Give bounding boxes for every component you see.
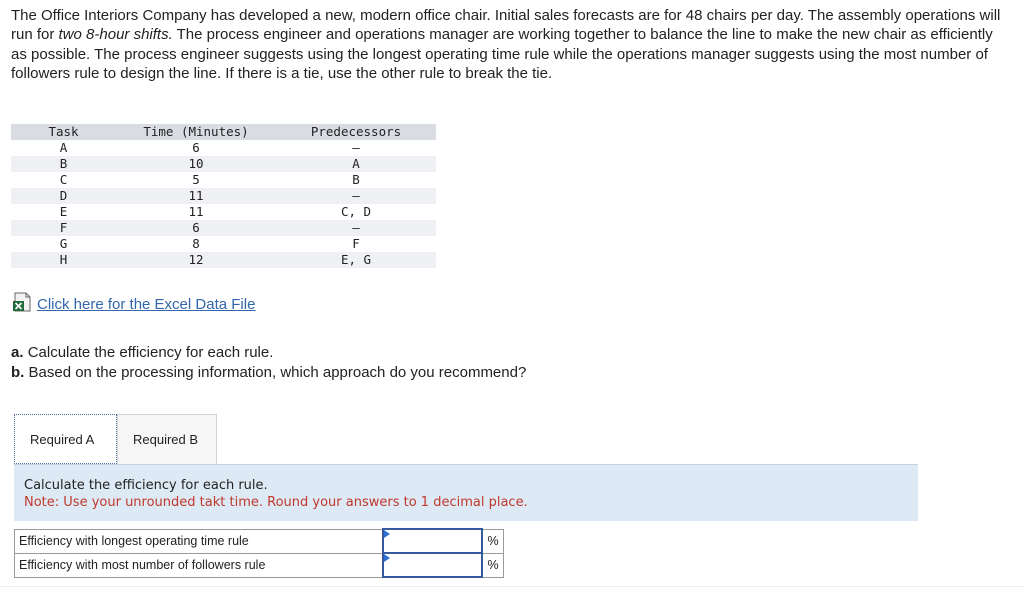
problem-statement xyxy=(11,6,1011,84)
question-b-text: Based on the processing information, which approach do you recommend? xyxy=(28,363,527,381)
input-flag-icon xyxy=(384,554,390,562)
instruction-panel xyxy=(14,464,918,521)
questions xyxy=(11,343,526,382)
answer-input-cell[interactable] xyxy=(383,553,482,577)
answer-table xyxy=(14,528,504,578)
task-cell: C xyxy=(59,172,68,187)
table-row xyxy=(11,220,436,236)
time-cell: 8 xyxy=(192,236,200,251)
predecessor-cell: — xyxy=(352,188,360,203)
intro-text-1: The Office Interiors Company has developed a new, modern office chair. Initial sales forecasts are for 48 chairs per day. The assembly operations will run for xyxy=(11,7,1001,44)
answer-row xyxy=(15,553,504,577)
tab-required-a[interactable]: Required A xyxy=(14,414,117,464)
excel-data-link-row[interactable] xyxy=(12,292,255,312)
task-table-header xyxy=(11,124,436,140)
answer-label: Efficiency with most number of followers rule xyxy=(15,553,384,577)
time-cell: 5 xyxy=(192,172,200,187)
table-row xyxy=(11,252,436,268)
predecessor-cell: A xyxy=(352,156,360,171)
task-cell: B xyxy=(59,156,68,171)
excel-data-link[interactable]: Click here for the Excel Data File xyxy=(37,296,256,313)
task-cell: A xyxy=(59,140,68,155)
question-b xyxy=(11,363,526,383)
time-cell: 6 xyxy=(192,220,200,235)
answer-label: Efficiency with longest operating time rule xyxy=(15,529,384,553)
header-time: Time (Minutes) xyxy=(143,124,249,139)
predecessor-cell: C, D xyxy=(340,204,372,219)
predecessor-cell: — xyxy=(352,140,360,155)
table-row xyxy=(11,172,436,188)
task-cell: E xyxy=(59,204,68,219)
answer-row xyxy=(15,529,504,553)
question-a-text: Calculate the efficiency for each rule. xyxy=(27,344,274,361)
header-task: Task xyxy=(48,124,79,139)
task-table xyxy=(11,124,436,268)
efficiency-followers-input[interactable] xyxy=(384,555,481,575)
panel-note: Note: Use your unrounded takt time. Round your answers to 1 decimal place. xyxy=(24,495,528,510)
header-predecessors: Predecessors xyxy=(310,124,402,139)
time-cell: 11 xyxy=(188,188,204,203)
required-tabs xyxy=(14,414,217,464)
question-b-label: b. xyxy=(11,363,25,381)
percent-unit: % xyxy=(482,553,504,577)
task-cell: H xyxy=(59,252,68,267)
intro-italic: two 8-hour shifts. xyxy=(58,26,173,44)
time-cell: 12 xyxy=(188,252,204,267)
time-cell: 11 xyxy=(188,204,204,219)
tab-required-b[interactable]: Required B xyxy=(117,414,217,464)
table-row xyxy=(11,204,436,220)
excel-file-icon xyxy=(12,292,34,312)
predecessor-cell: — xyxy=(352,220,360,235)
efficiency-longest-input[interactable] xyxy=(384,531,481,551)
bottom-divider xyxy=(0,586,1024,587)
task-cell: F xyxy=(59,220,68,235)
predecessor-cell: E, G xyxy=(340,252,372,267)
table-row xyxy=(11,140,436,156)
time-cell: 6 xyxy=(192,140,200,155)
task-cell: D xyxy=(59,188,68,203)
panel-instruction: Calculate the efficiency for each rule. xyxy=(24,478,268,493)
predecessor-cell: F xyxy=(352,236,360,251)
input-flag-icon xyxy=(384,530,390,538)
answer-input-cell[interactable] xyxy=(383,529,482,553)
intro-text-2: The process engineer and operations manager are working together to balance the line to make the new chair as efficiently as possible. The process engineer suggests using the longest operating time rule while the operations manager suggests using the most number of followers rule to design the line. If there is a tie, use the other rule to break the tie. xyxy=(11,26,993,83)
predecessor-cell: B xyxy=(352,172,360,187)
table-row xyxy=(11,156,436,172)
table-row xyxy=(11,188,436,204)
question-a-label: a. xyxy=(11,344,24,361)
table-row xyxy=(11,236,436,252)
time-cell: 10 xyxy=(188,156,204,171)
percent-unit: % xyxy=(482,529,504,553)
question-a xyxy=(11,343,526,363)
task-cell: G xyxy=(59,236,68,251)
